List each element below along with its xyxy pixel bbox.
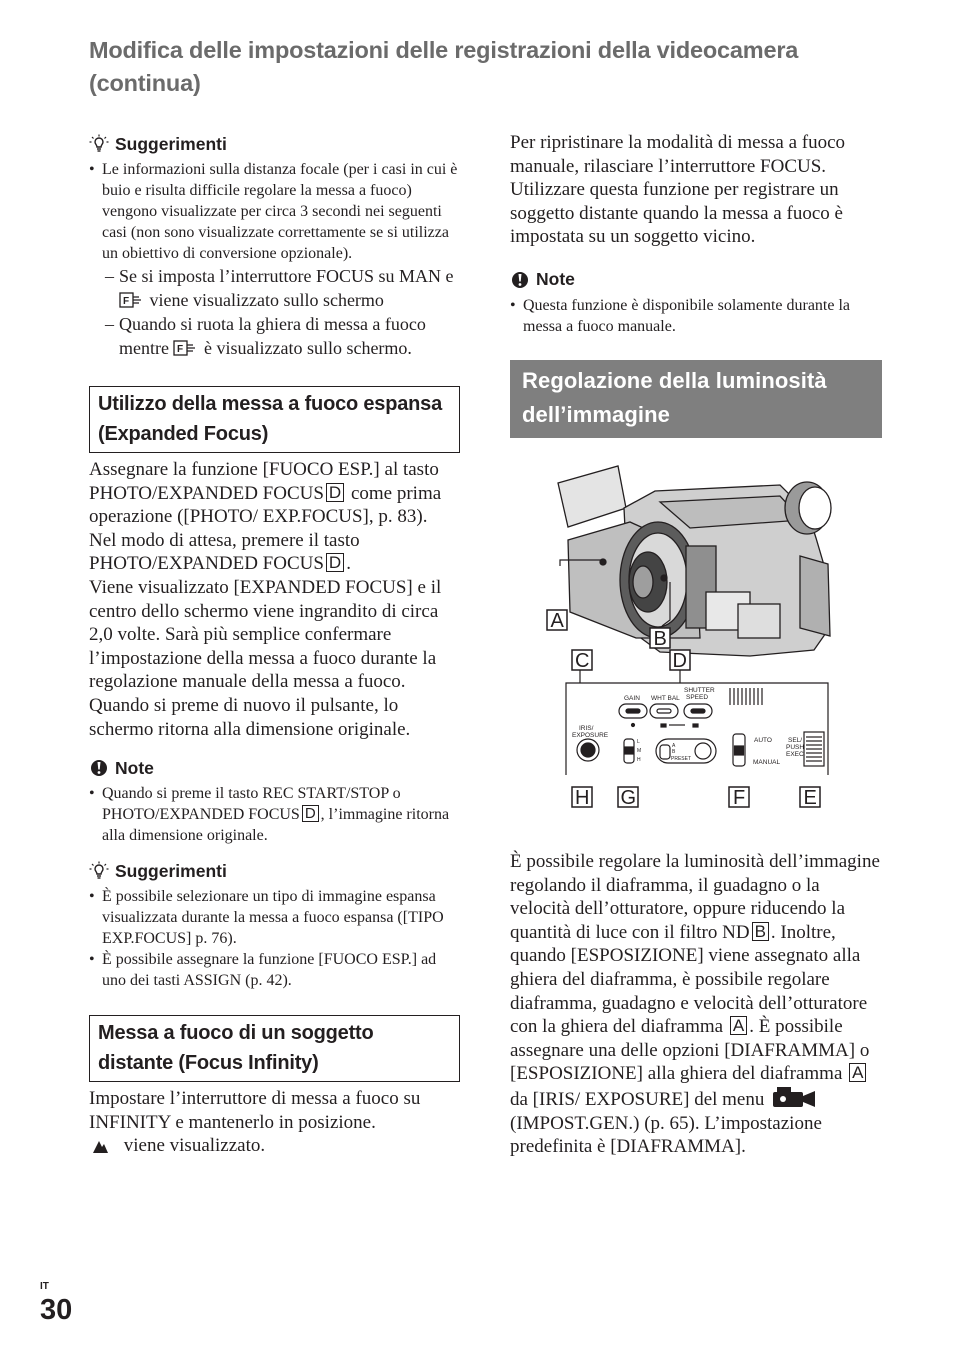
caution-icon bbox=[510, 270, 530, 290]
note-heading: Note bbox=[510, 267, 882, 293]
caution-icon bbox=[89, 758, 109, 778]
list-item: • È possibile assegnare la funzione [FUOCO ESP.] ad uno dei tasti ASSIGN (p. 42). bbox=[89, 949, 460, 991]
svg-text:EXPOSURE: EXPOSURE bbox=[572, 731, 609, 739]
svg-text:PRESET: PRESET bbox=[671, 755, 692, 762]
svg-text:F: F bbox=[177, 344, 184, 355]
language-code: IT bbox=[40, 1281, 49, 1292]
section-heading-expanded-focus: Utilizzo della messa a fuoco espansa (Expanded Focus) bbox=[89, 386, 460, 453]
paragraph: Per ripristinare la modalità di messa a fuoco manuale, rilasciare l’interruttore FOCUS. Utilizzare questa funzione per registrare un soggetto distante quando la messa a fuoco è impostata su un soggetto vicino. bbox=[510, 132, 846, 248]
paragraph: Viene visualizzato [EXPANDED FOCUS] e il centro dello schermo viene ingrandito di circa 2,0 volte. Sarà più semplice confermare l’impostazione della messa a fuoco durante la regolazione manuale della messa a fuoco. Quando si preme di nuovo il pulsante, lo schermo ritorna alla dimensione originale. bbox=[89, 576, 442, 740]
diagram-label-d: D bbox=[672, 649, 687, 672]
diagram-label-e: E bbox=[803, 786, 817, 809]
svg-text:MANUAL: MANUAL bbox=[753, 758, 781, 766]
diagram-label-h: H bbox=[575, 786, 590, 809]
left-column bbox=[89, 131, 460, 1158]
svg-text:F: F bbox=[123, 296, 130, 307]
lightbulb-icon bbox=[89, 134, 109, 154]
section-heading-brightness: Regolazione della luminosità dell’immagine bbox=[510, 360, 882, 438]
svg-text:GAIN: GAIN bbox=[624, 694, 640, 702]
svg-text:L: L bbox=[637, 738, 640, 745]
focus-icon bbox=[173, 340, 199, 357]
paragraph: viene visualizzato. bbox=[89, 1134, 460, 1158]
paragraph: È possibile regolare la luminosità dell’immagine regolando il diaframma, il guadagno o la velocità dell’otturatore, oppure riducendo la quantità di luce con il filtro ND B . Inoltre, quando [ESPOSIZIONE] viene assegnato alla ghiera del diaframma, è possibile regolare diaframma, guadagno e velocità dell’otturatore con la ghiera del diaframma A . È possibile assegnare una delle opzioni [DIAFRAMMA] o [ESPOSIZIONE] alla ghiera del diaframma A da [IRIS/ EXPOSURE] del menu (IMPOST.GEN.) (p. 65). L’impostazione predefinita è [DIAFRAMMA]. bbox=[510, 850, 880, 1158]
right-column bbox=[510, 131, 882, 1159]
tips-sublist bbox=[89, 264, 460, 360]
paragraph: Assegnare la funzione [FUOCO ESP.] al tasto PHOTO/EXPANDED FOCUS D come prima operazione ([PHOTO/ EXP.FOCUS], p. 83). bbox=[89, 459, 442, 528]
diagram-label-c: C bbox=[575, 649, 590, 672]
svg-text:IRIS/: IRIS/ bbox=[579, 724, 594, 732]
ref-label-b: B bbox=[752, 922, 769, 941]
page-title: Modifica delle impostazioni delle registrazioni della videocamera (continua) bbox=[89, 37, 799, 96]
diagram-label-g: G bbox=[620, 786, 637, 809]
note-list bbox=[89, 783, 460, 846]
list-item: • Questa funzione è disponibile solamente durante la messa a fuoco manuale. bbox=[510, 295, 882, 337]
svg-text:PUSH: PUSH bbox=[786, 743, 805, 751]
svg-text:SEL/: SEL/ bbox=[788, 736, 803, 744]
focus-icon bbox=[119, 292, 145, 309]
list-item: • Le informazioni sulla distanza focale (per i casi in cui è buio e risulta difficile regolare la messa a fuoco) vengono visualizzate per circa 3 secondi nei seguenti casi (non sono visualizzate correttamente se si utilizza un obiettivo di conversione opzionale). bbox=[89, 159, 460, 264]
diagram-label-b: B bbox=[653, 627, 667, 650]
svg-text:EXEC: EXEC bbox=[786, 750, 804, 758]
svg-text:H: H bbox=[637, 756, 641, 763]
paragraph: Impostare l’interruttore di messa a fuoco su INFINITY e mantenerlo in posizione. bbox=[89, 1088, 421, 1133]
ref-label-d: D bbox=[326, 553, 344, 572]
tips-heading bbox=[89, 131, 460, 157]
page-footer bbox=[40, 1281, 72, 1325]
svg-text:SPEED: SPEED bbox=[686, 693, 709, 701]
svg-text:WHT BAL: WHT BAL bbox=[651, 694, 680, 702]
list-item: • Quando si preme il tasto REC START/STOP o PHOTO/EXPANDED FOCUS D , l’immagine ritorna alla dimensione originale. bbox=[89, 783, 460, 846]
camcorder-illustration bbox=[558, 466, 831, 656]
paragraph: Nel modo di attesa, premere il tasto PHOTO/EXPANDED FOCUS D . bbox=[89, 529, 360, 575]
menu-camera-icon bbox=[769, 1086, 821, 1110]
svg-text:B: B bbox=[672, 748, 676, 755]
svg-text:M: M bbox=[637, 747, 642, 754]
ref-label-a: A bbox=[849, 1063, 866, 1082]
svg-text:AUTO: AUTO bbox=[754, 736, 772, 744]
note-list bbox=[510, 295, 882, 337]
diagram-label-a: A bbox=[550, 609, 564, 632]
tips-list bbox=[89, 159, 460, 264]
svg-text:SHUTTER: SHUTTER bbox=[684, 686, 715, 694]
diagram-label-f: F bbox=[733, 786, 746, 809]
list-item: • È possibile selezionare un tipo di immagine espansa visualizzata durante la messa a fuoco espansa ([TIPO EXP.FOCUS] p. 76). bbox=[89, 886, 460, 949]
note-heading: Note bbox=[89, 755, 460, 781]
tips-heading-label: Suggerimenti bbox=[115, 133, 227, 154]
mountain-icon bbox=[89, 1136, 119, 1154]
lightbulb-icon bbox=[89, 861, 109, 881]
ref-label-d: D bbox=[326, 483, 344, 502]
section-heading-focus-infinity: Messa a fuoco di un soggetto distante (Focus Infinity) bbox=[89, 1015, 460, 1082]
svg-text:A: A bbox=[672, 742, 676, 749]
tips-heading: Suggerimenti bbox=[89, 858, 460, 884]
ref-label-d: D bbox=[302, 805, 319, 822]
list-item: – Quando si ruota la ghiera di messa a fuoco mentre F è visualizzato sullo schermo. bbox=[89, 312, 460, 360]
ref-label-a: A bbox=[730, 1016, 747, 1035]
list-item: – Se si imposta l’interruttore FOCUS su MAN e F viene visualizzato sullo schermo bbox=[89, 264, 460, 312]
camcorder-diagram bbox=[510, 460, 882, 835]
page-number: 30 bbox=[40, 1294, 73, 1326]
tips-list bbox=[89, 886, 460, 991]
